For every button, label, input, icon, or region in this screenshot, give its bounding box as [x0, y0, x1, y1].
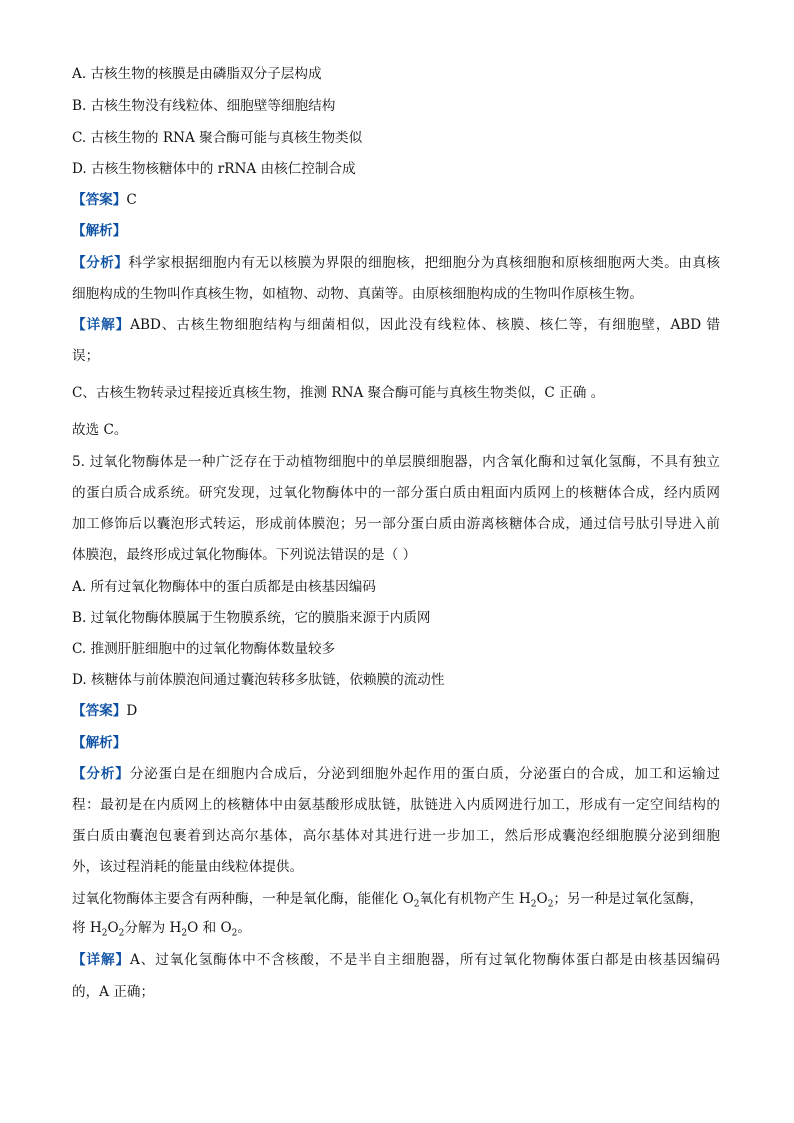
q5-stem-line-2: 的蛋白质合成系统。研究发现，过氧化物酶体中的一部分蛋白质由粗面内质网上的核糖体合成，经内质网: [72, 485, 720, 501]
q4-detail-line-3: C、古核生物转录过程接近真核生物，推测 RNA 聚合酶可能与真核生物类似，C 正确 。: [72, 385, 605, 401]
q4-detail-line-2: 误；: [72, 348, 100, 364]
q5-detail-line-1: [72, 950, 720, 970]
answer-tag: 【答案】: [72, 703, 127, 719]
analysis-tag: 【分析】: [72, 766, 130, 782]
text-segment: O 和 O: [187, 920, 232, 936]
answer-value: C: [126, 192, 137, 208]
q5-detail-line-2: 的，A 正确；: [72, 984, 155, 1000]
text-segment: O: [107, 920, 119, 936]
text-segment: 分解为 H: [124, 920, 182, 936]
q5-option-b: B. 过氧化物酶体膜属于生物膜系统，它的膜脂来源于内质网: [72, 610, 431, 626]
q5-analysis-line-3: 蛋白质由囊泡包裹着到达高尔基体，高尔基体对其进行进一步加工，然后形成囊泡经细胞膜分泌到细胞: [72, 828, 720, 844]
q4-answer: [72, 190, 137, 210]
q4-analysis-line-2: 细胞构成的生物叫作真核生物，如植物、动物、真菌等。由原核细胞构成的生物叫作原核生物。: [72, 286, 643, 302]
jiexi-tag: 【解析】: [72, 223, 127, 239]
q5-stem-line-3: 加工修饰后以囊泡形式转运，形成前体膜泡；另一部分蛋白质由游离核糖体合成，通过信号肽引导进入前: [72, 516, 720, 532]
analysis-tag: 【分析】: [72, 255, 129, 271]
subscript: 2: [413, 899, 420, 910]
analysis-text: 分泌蛋白是在细胞内合成后，分泌到细胞外起作用的蛋白质，分泌蛋白的合成，加工和运输过: [129, 766, 721, 782]
q4-option-c: C. 古核生物的 RNA 聚合酶可能与真核生物类似: [72, 130, 363, 146]
q4-option-d: D. 古核生物核糖体中的 rRNA 由核仁控制合成: [72, 161, 356, 177]
q4-analysis-line-1: [72, 253, 720, 273]
subscript: 2: [547, 899, 554, 910]
subscript: 2: [231, 928, 238, 939]
q5-analysis-line-2: 程：最初是在内质网上的核糖体中由氨基酸形成肽链，肽链进入内质网进行加工，形成有一定空间结构的: [72, 797, 720, 813]
q5-analysis-line-1: [72, 764, 720, 784]
answer-value: D: [126, 703, 138, 719]
subscript: 2: [101, 928, 108, 939]
text-segment: O: [536, 891, 548, 907]
q4-detail-line-1: [72, 315, 720, 335]
answer-tag: 【答案】: [72, 192, 127, 208]
detail-tag: 【详解】: [72, 317, 131, 333]
q5-option-c: C. 推测肝脏细胞中的过氧化物酶体数量较多: [72, 641, 336, 657]
analysis-text: 科学家根据细胞内有无以核膜为界限的细胞核，把细胞分为真核细胞和原核细胞两大类。由真核: [128, 255, 721, 271]
text-segment: 氧化有机物产生 H: [419, 891, 531, 907]
subscript: 2: [118, 928, 125, 939]
detail-tag: 【详解】: [72, 952, 131, 968]
q4-detail-line-4: 故选 C。: [72, 422, 128, 438]
q5-analysis-line-6: [72, 918, 251, 938]
text-segment: 。: [237, 920, 251, 936]
subscript: 2: [530, 899, 537, 910]
detail-text: A、过氧化氢酶体中不含核酸，不是半自主细胞器，所有过氧化物酶体蛋白都是由核基因编码: [130, 952, 720, 968]
text-segment: 过氧化物酶体主要含有两种酶，一种是氧化酶，能催化 O: [72, 891, 414, 907]
jiexi-tag: 【解析】: [72, 735, 127, 751]
text-segment: ；另一种是过氧化氢酶，: [553, 891, 703, 907]
q5-option-d: D. 核糖体与前体膜泡间通过囊泡转移多肽链，依赖膜的流动性: [72, 672, 445, 688]
q4-option-a: A. 古核生物的核膜是由磷脂双分子层构成: [72, 66, 322, 82]
subscript: 2: [181, 928, 188, 939]
q5-analysis-line-5: [72, 889, 703, 909]
q4-jiexi-heading: [72, 221, 126, 241]
q5-answer: [72, 701, 137, 721]
q5-stem-line-4: 体膜泡，最终形成过氧化物酶体。下列说法错误的是（ ）: [72, 547, 417, 563]
text-segment: 将 H: [72, 920, 102, 936]
q5-option-a: A. 所有过氧化物酶体中的蛋白质都是由核基因编码: [72, 579, 376, 595]
q5-jiexi-heading: [72, 733, 126, 753]
detail-text: ABD、古核生物细胞结构与细菌相似，因此没有线粒体、核膜、核仁等，有细胞壁，ABD 错: [130, 317, 721, 333]
q5-stem-line-1: 5. 过氧化物酶体是一种广泛存在于动植物细胞中的单层膜细胞器，内含氧化酶和过氧化氢酶，不具有独立: [72, 454, 720, 470]
q4-option-b: B. 古核生物没有线粒体、细胞壁等细胞结构: [72, 98, 336, 114]
q5-analysis-line-4: 外，该过程消耗的能量由线粒体提供。: [72, 859, 304, 875]
